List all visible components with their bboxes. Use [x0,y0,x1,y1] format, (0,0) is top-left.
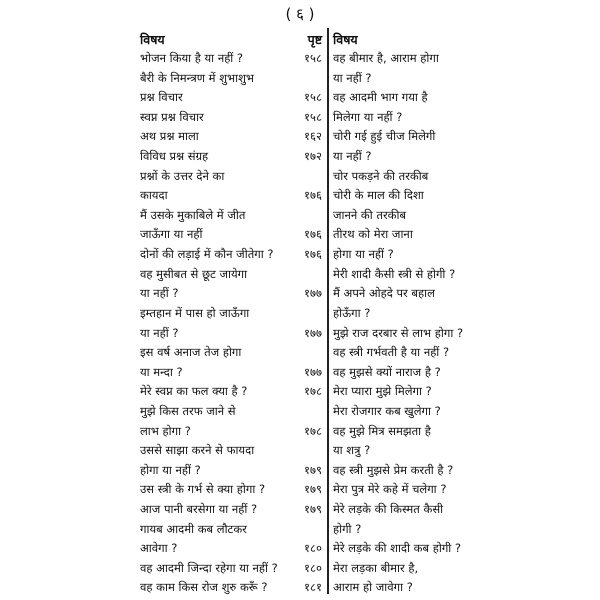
entry-title: वह आदमी जिन्दा रहेगा या नहीं ? [140,560,278,575]
entry-title: मुझे राज दरबार से लाभ होगा ? [333,325,464,340]
entry-title: मैं उसके मुकाबिले में जीत [140,207,246,222]
entry-title: स्वप्न प्रश्न विचार [140,109,204,124]
toc-entry [140,186,322,206]
entry-page-number: १८० [304,560,322,575]
entry-page-number: १७६ [304,227,322,242]
entry-title: या नहीं ? [333,70,372,85]
toc-entry [140,363,322,383]
toc-entry [140,108,322,128]
entry-title: वह स्त्री गर्भवती है या नहीं ? [333,345,450,360]
toc-entry [333,88,473,108]
entry-title: चोरी गई हुई चीज मिलेगी [333,129,436,144]
toc-entry [140,461,322,481]
entry-title: मुझे किस तरफ जाने से [140,403,236,418]
entry-title: होगा या नहीं ? [333,247,394,262]
entry-title: प्रश्नों के उत्तर देने का [140,168,225,183]
entry-title: उससे साझा करने से फायदा [140,443,255,458]
toc-entry [333,441,473,461]
toc-entry [333,578,473,598]
entry-title: जानने की तरकीब [333,207,407,222]
entry-page-number: १७८ [304,384,322,399]
toc-entry [333,304,473,324]
entry-title: या मन्दा ? [140,364,183,379]
entry-page-number: १७८ [304,423,322,438]
column-divider [327,28,329,594]
page-header: पृष्ट [307,32,322,47]
toc-entry [333,265,473,285]
entry-title: वह मुझसे क्यों नाराज है ? [333,364,441,379]
entry-title: उस स्त्री के गर्भ से क्या होगा ? [140,482,266,497]
toc-entry [140,206,322,226]
entry-title: लाभ होगा ? [140,423,191,438]
right-header [333,30,473,49]
entry-title: चोर पकड़ने की तरकीब [333,168,429,183]
entry-title: गायब आदमी कब लौटकर [140,521,247,536]
toc-entry [140,578,322,598]
toc-entry [140,265,322,285]
entry-page-number: १५८ [304,90,322,105]
toc-entry [333,206,473,226]
toc-entry [333,559,473,579]
toc-entry [140,539,322,559]
entry-page-number: १७९ [304,482,322,497]
toc-entry [140,422,322,442]
entry-page-number: १७९ [304,462,322,477]
toc-entry [333,186,473,206]
entry-title: मेरा प्यारा मुझे मिलेगा ? [333,384,432,399]
entry-page-number: १८० [304,541,322,556]
right-entries [333,49,473,598]
left-header [140,30,322,49]
entry-title: मेरी शादी कैसी स्त्री से होगी ? [333,266,456,281]
toc-entry [333,127,473,147]
toc-entry [140,343,322,363]
toc-entry [333,500,473,520]
toc-entry [333,520,473,540]
toc-entry [333,49,473,69]
entry-page-number: १६२ [304,129,322,144]
toc-entry [140,382,322,402]
toc-entry [140,500,322,520]
entry-title: विविध प्रश्न संग्रह [140,149,209,164]
entry-title: वह मुसीबत से छूट जायेगा [140,266,248,281]
page-number: ( ६ ) [285,5,315,23]
toc-entry [140,284,322,304]
entry-title: या नहीं ? [140,325,179,340]
left-column [140,30,322,598]
entry-title: प्रश्न विचार [140,90,183,105]
toc-entry [333,363,473,383]
entry-title: या शत्रु ? [333,443,371,458]
entry-title: होगा या नहीं ? [140,462,201,477]
toc-entry [140,245,322,265]
entry-page-number: १७२ [304,149,322,164]
entry-title: अथ प्रश्न माला [140,129,199,144]
toc-entry [140,69,322,89]
entry-title: वह मुझे मित्र समझता है [333,423,431,438]
subject-header: विषय [140,32,165,47]
toc-entry [333,284,473,304]
entry-title: कायदा [140,188,168,203]
subject-header: विषय [333,32,358,47]
toc-entry [140,480,322,500]
entry-title: मेरे लड़के की किस्मत कैसी [333,502,444,517]
entry-page-number: १७६ [304,247,322,262]
toc-entry [333,225,473,245]
entry-title: मैं अपने ओहदे पर बहाल [333,286,435,301]
entry-title: मिलेगा या नहीं ? [333,109,403,124]
entry-title: या नहीं ? [140,286,179,301]
entry-page-number: १८१ [304,580,322,595]
entry-title: इस वर्ष अनाज तेज होगा [140,345,242,360]
entry-title: जाऊँगा या नहीं [140,227,203,242]
entry-page-number: १५८ [304,51,322,65]
entry-page-number: १७७ [304,325,322,340]
entry-title: या नहीं ? [333,149,372,164]
entry-title: वह काम किस रोज शुरु करूँ ? [140,580,268,595]
entry-page-number: १७७ [304,286,322,301]
toc-entry [333,422,473,442]
entry-title: आज पानी बरसेगा या नहीं ? [140,502,258,517]
toc-entry [333,461,473,481]
toc-entry [140,225,322,245]
entry-title: दोनों की लड़ाई में कौन जीतेगा ? [140,247,274,262]
toc-entry [140,88,322,108]
toc-entry [140,559,322,579]
toc-entry [140,304,322,324]
entry-page-number: १७७ [304,364,322,379]
toc-entry [333,245,473,265]
toc-entry [333,539,473,559]
entry-title: इम्तहान में पास हो जाऊँगा [140,305,250,320]
entry-title: भोजन किया है या नहीं ? [140,51,244,65]
entry-title: वह स्त्री मुझसे प्रेम करती है ? [333,462,454,477]
entry-title: होऊँगा ? [333,305,371,320]
toc-entry [140,127,322,147]
toc-entry [140,441,322,461]
entry-title: मेरा रोजगार कब खुलेगा ? [333,403,441,418]
entry-title: मेरा लड़का बीमार है, [333,560,419,575]
toc-entry [333,343,473,363]
entry-title: वह आदमी भाग गया है [333,90,428,105]
toc-entry [333,480,473,500]
toc-entry [140,324,322,344]
toc-entry [333,147,473,167]
entry-page-number: १५८ [304,109,322,124]
left-entries [140,49,322,598]
toc-entry [333,167,473,187]
entry-page-number: १७६ [304,188,322,203]
toc-entry [140,49,322,69]
toc-entry [333,69,473,89]
entry-title: चोरी के माल की दिशा [333,188,424,203]
toc-entry [333,324,473,344]
entry-page-number: १७९ [304,502,322,517]
entry-title: मेरे लड़के की शादी कब होगी ? [333,541,462,556]
toc-entry [140,520,322,540]
toc-entry [140,167,322,187]
entry-title: मेरे स्वप्न का फल क्या है ? [140,384,248,399]
right-column [333,30,473,598]
entry-title: वह बीमार है, आराम होगा [333,51,439,65]
entry-title: बैरी के निमन्त्रण में शुभाशुभ [140,70,255,85]
toc-entry [140,147,322,167]
entry-title: आराम हो जावेगा ? [333,580,413,595]
entry-title: होगी ? [333,521,362,536]
entry-title: मेरा पुत्र मेरे कहे में चलेगा ? [333,482,447,497]
toc-entry [333,382,473,402]
entry-title: तीरथ को मेरा जाना [333,227,413,242]
toc-entry [333,108,473,128]
toc-entry [333,402,473,422]
entry-title: आवेगा ? [140,541,178,556]
toc-entry [140,402,322,422]
